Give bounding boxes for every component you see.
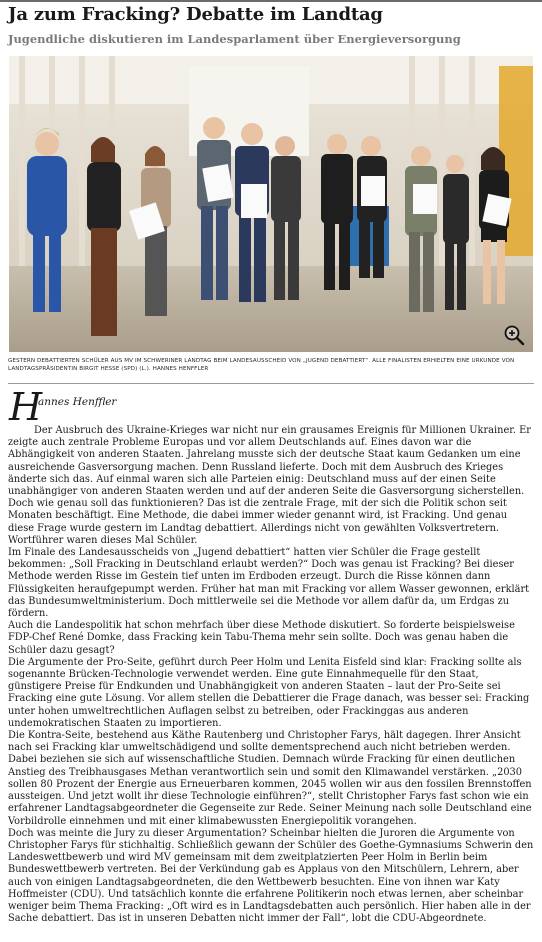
subheadline: Jugendliche diskutieren im Landesparlament über Energieversorgung [8, 32, 461, 46]
body-paragraph: Die Kontra-Seite, bestehend aus Käthe Rautenberg und Christopher Farys, hält dagegen. Ihrer Ansicht nach sei Fracking klar umweltschädigend und sollte dementsprechend auch nicht betrieben werden. Dabei beziehen sie sich auf wissenschaftliche Studien. Demnach würde Fracking für einen deutlichen Anstieg des Treibhausgases Methan verantwortlich sein und somit den Klimawandel verstärken. „2030 sollen 80 Prozent der Energie aus Erneuerbaren kommen, 2045 wollen wir aus den fossilen Brennstoffen aussteigen. Und jetzt wollt ihr diese Technologie einführen?“, stellt Christopher Farys fast schon wie ein erfahrener Landtagsabgeordneter die Gegenseite zur Rede. Seiner Meinung nach solle Deutschland eine Vorbildrolle einnehmen und mit einer klimabewussten Energiepolitik vorangehen. [8, 730, 532, 827]
author-dropcap: H [9, 385, 43, 429]
body-paragraph: Auch die Landespolitik hat schon mehrfach über diese Methode diskutiert. So forderte beispielsweise FDP-Chef René Domke, dass Fracking kein Tabu-Thema mehr sein sollte. Doch was genau haben die Schüler dazu gesagt? [8, 620, 515, 656]
body-paragraph: Der Ausbruch des Ukraine-Krieges war nicht nur ein grausames Ereignis für Millionen Ukrainer. Er zeigte auch zentrale Probleme Europas und vor allem Deutschlands auf. Eines davon war die Abhängigkeit von anderen Staaten. Jahrelang musste sich der deutsche Staat kaum Gedanken um eine ausreichende Gasversorgung machen. Denn Russland lieferte. Doch mit dem Ausbruch des Krieges änderte sich das. Auf einmal waren sich alle Parteien einig: Deutschland muss auf der einen Seite unabhängiger von anderen Staaten werden und auf der anderen Seite die Gasversorgung sicherstellen. Doch wie genau soll das funktionieren? Das ist die zentrale Frage, mit der sich die Politik schon seit Monaten beschäftigt. Eine Methode, die dabei immer wieder genannt wird, ist Fracking. Und genau diese Frage wurde gestern im Landtag debattiert. Allerdings nicht von gewählten Volksvertretern. Wortführer waren dieses Mal Schüler. [8, 425, 531, 546]
author-byline: annes Henffler [38, 396, 117, 408]
magnifier-plus-icon[interactable] [503, 324, 525, 346]
caption-divider [8, 383, 534, 384]
article-body [8, 425, 534, 925]
top-rule [0, 0, 542, 2]
body-paragraph: Die Argumente der Pro-Seite, geführt durch Peer Holm und Lenita Eisfeld sind klar: Fracking sollte als sogenannte Brücken-Technologie verwendet werden. Eine gute Einnahmequelle für den Staat, günstigere Preise für Endkunden und Unabhängigkeit von anderen Staaten – laut der Pro-Seite sei Fracking eine gute Lösung. Vor allem stellen die Debattierer die Frage danach, was besser sei: Fracking unter hohen umweltrechtlichen Auflagen selbst zu betreiben, oder Frackinggas aus anderen undemokratischen Staaten zu importieren. [8, 656, 530, 729]
article-photo[interactable] [9, 56, 533, 352]
photo-caption: GESTERN DEBATTIERTEN SCHÜLER AUS MV IM SCHWERINER LANDTAG BEIM LANDESAUSSCHEID VON „JUGEND DEBATTIERT“. ALLE FINALISTEN ERHIELTEN EINE URKUNDE VON LANDTAGSPRÄSIDENTIN BIRGIT HESSE (SPD) (L.). HANNES HENFFLER [8, 358, 515, 372]
body-paragraph: Doch was meinte die Jury zu dieser Argumentation? Scheinbar hielten die Juroren die Argumente von Christopher Farys für stichhaltig. Schließlich gewann der Schüler des Goethe-Gymnasiums Schwerin den Landeswettbewerb und wird MV gemeinsam mit dem zweitplatzierten Peer Holm in Berlin beim Bundeswettbewerb vertreten. Bei der Verkündung gab es Applaus von den Mitschülern, Lehrern, aber auch von einigen Landtagsabgeordneten, die den Wettbewerb besuchten. Eine von ihnen war Katy Hoffmeister (CDU). Und tatsächlich konnte die erfahrene Politikerin noch etwas lernen, aber scheinbar weniger beim Thema Fracking: „Oft wird es in Landtagsdebatten auch persönlich. Hier haben alle in der Sache debattiert. Das ist in unseren Debatten nicht immer der Fall“, lobt die CDU-Abgeordnete. [8, 827, 534, 925]
photo-illustration [9, 56, 533, 352]
body-paragraph: Im Finale des Landesausscheids von „Jugend debattiert“ hatten vier Schüler die Frage gestellt bekommen: „Soll Fracking in Deutschland erlaubt werden?“ Doch was genau ist Fracking? Bei dieser Methode werden Risse im Gestein tief unten im Erdboden erzeugt. Durch die Risse können dann Flüssigkeiten heraufgepumpt werden. Früher hat man mit Fracking vor allem Wasser gewonnen, erklärt das Bundesumweltministerium. Doch mittlerweile sei die Methode vor allem dafür da, um Erdgas zu fördern. [8, 547, 530, 620]
headline: Ja zum Fracking? Debatte im Landtag [8, 4, 383, 25]
